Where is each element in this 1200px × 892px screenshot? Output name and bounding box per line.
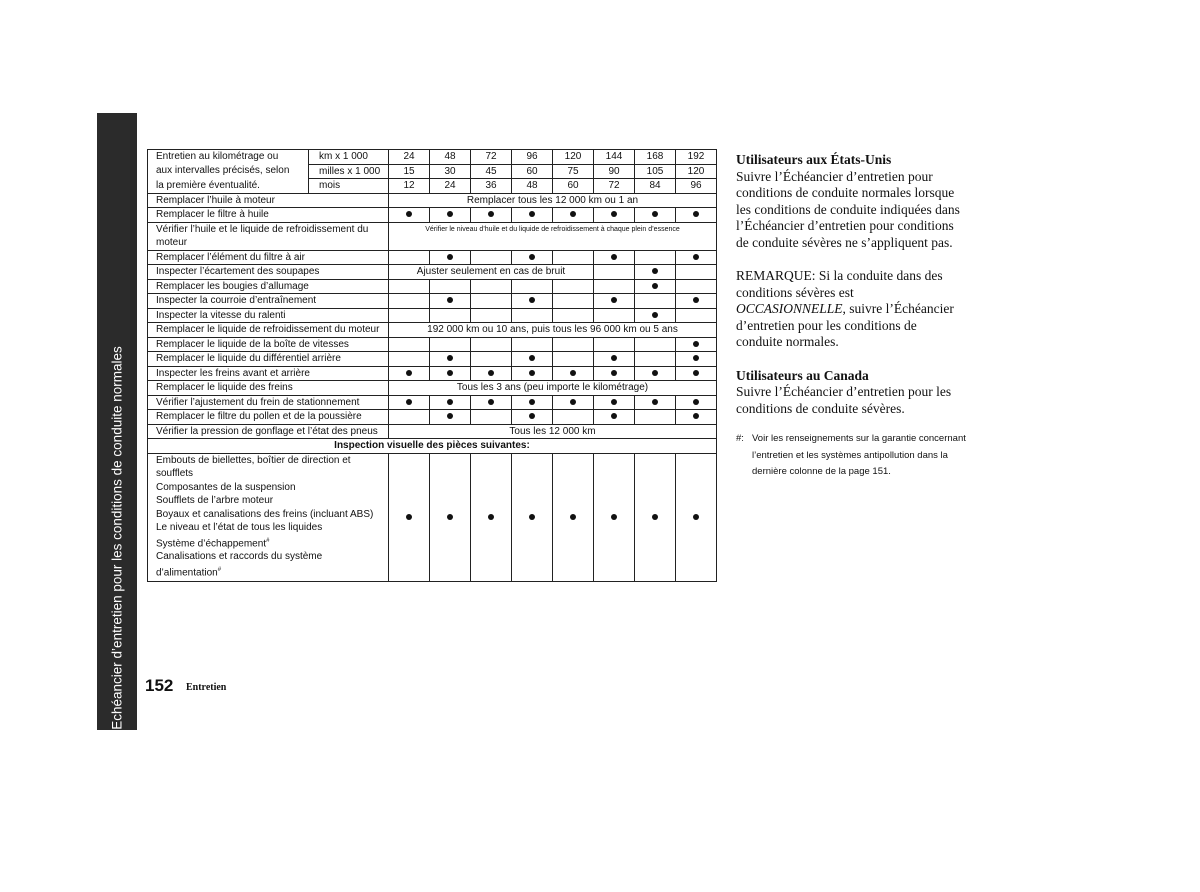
interval-cell xyxy=(676,352,717,367)
interval-cell xyxy=(512,366,553,381)
dot-marker xyxy=(406,399,412,405)
interval-cell xyxy=(594,366,635,381)
interval-cell xyxy=(553,250,594,265)
inspection-item xyxy=(156,535,380,551)
dot-marker xyxy=(570,399,576,405)
dot-marker xyxy=(652,312,658,318)
inspection-item-text: Canalisations et raccords du système d’alimentation xyxy=(156,551,323,579)
dot-marker xyxy=(406,211,412,217)
km-value: 96 xyxy=(512,150,553,165)
row-label: Remplacer le liquide du différentiel arrière xyxy=(148,352,389,367)
months-value: 24 xyxy=(430,179,471,194)
inspection-header: Inspection visuelle des pièces suivantes: xyxy=(148,439,717,454)
row-valves xyxy=(148,265,717,280)
interval-cell xyxy=(471,395,512,410)
header-unit-km: km x 1 000 xyxy=(309,150,389,165)
dot-marker xyxy=(488,399,494,405)
interval-cell xyxy=(553,352,594,367)
row-label: Inspecter la vitesse du ralenti xyxy=(148,308,389,323)
right-column xyxy=(736,152,966,481)
interval-cell xyxy=(594,208,635,223)
miles-value: 75 xyxy=(553,164,594,179)
interval-cell xyxy=(389,352,430,367)
header-unit-months: mois xyxy=(309,179,389,194)
interval-cell xyxy=(471,352,512,367)
row-label: Remplacer le filtre à huile xyxy=(148,208,389,223)
interval-cell xyxy=(676,279,717,294)
dot-marker xyxy=(693,370,699,376)
row-coolant xyxy=(148,323,717,338)
inspection-item-text: Système d’échappement xyxy=(156,537,267,549)
footnote-text: Voir les renseignements sur la garantie concernant l’entretien et les systèmes antipollution dans la dernière colonne de la page 151. xyxy=(752,433,966,477)
interval-cell xyxy=(430,208,471,223)
dot-marker xyxy=(529,370,535,376)
interval-cell xyxy=(389,395,430,410)
row-label: Inspecter la courroie d’entraînement xyxy=(148,294,389,309)
row-oil-filter xyxy=(148,208,717,223)
interval-cell xyxy=(594,265,635,280)
section-name: Entretien xyxy=(186,682,227,693)
km-value: 24 xyxy=(389,150,430,165)
interval-cell xyxy=(389,308,430,323)
interval-cell xyxy=(512,410,553,425)
interval-cell xyxy=(635,208,676,223)
dot-marker xyxy=(570,514,576,520)
miles-value: 45 xyxy=(471,164,512,179)
dot-marker xyxy=(693,341,699,347)
interval-cell xyxy=(553,395,594,410)
interval-cell xyxy=(430,366,471,381)
row-label: Vérifier la pression de gonflage et l’état des pneus xyxy=(148,424,389,439)
page-number: 152 xyxy=(145,676,174,695)
dot-marker xyxy=(406,370,412,376)
row-note: Tous les 3 ans (peu importe le kilométrage) xyxy=(389,381,717,396)
footnote-symbol: #: xyxy=(736,433,744,444)
row-label: Inspecter l’écartement des soupapes xyxy=(148,265,389,280)
dot-marker xyxy=(570,211,576,217)
interval-cell xyxy=(553,453,594,581)
row-tires xyxy=(148,424,717,439)
interval-cell xyxy=(635,410,676,425)
dot-marker xyxy=(447,514,453,520)
interval-cell xyxy=(553,294,594,309)
dot-marker xyxy=(488,211,494,217)
interval-cell xyxy=(471,337,512,352)
row-label: Remplacer les bougies d’allumage xyxy=(148,279,389,294)
interval-cell xyxy=(471,294,512,309)
canada-users-title: Utilisateurs au Canada xyxy=(736,367,869,383)
interval-cell xyxy=(430,395,471,410)
interval-cell xyxy=(676,395,717,410)
interval-cell xyxy=(389,279,430,294)
interval-cell xyxy=(635,395,676,410)
dot-marker xyxy=(611,211,617,217)
inspection-item: Boyaux et canalisations des freins (incluant ABS) xyxy=(156,508,374,520)
dot-marker xyxy=(652,399,658,405)
dot-marker xyxy=(447,399,453,405)
dot-marker xyxy=(652,283,658,289)
interval-cell xyxy=(594,250,635,265)
row-note: 192 000 km ou 10 ans, puis tous les 96 000 km ou 5 ans xyxy=(389,323,717,338)
interval-cell xyxy=(389,294,430,309)
dot-marker xyxy=(693,355,699,361)
interval-cell xyxy=(471,308,512,323)
interval-cell xyxy=(635,453,676,581)
row-inspection-items xyxy=(148,453,717,581)
months-value: 36 xyxy=(471,179,512,194)
row-label: Vérifier l’ajustement du frein de stationnement xyxy=(148,395,389,410)
interval-cell xyxy=(676,453,717,581)
miles-value: 15 xyxy=(389,164,430,179)
row-note: Ajuster seulement en cas de bruit xyxy=(389,265,594,280)
dot-marker xyxy=(652,514,658,520)
interval-cell xyxy=(471,250,512,265)
row-label: Remplacer l’huile à moteur xyxy=(148,193,389,208)
interval-cell xyxy=(389,250,430,265)
interval-cell xyxy=(635,366,676,381)
interval-cell xyxy=(676,265,717,280)
interval-cell xyxy=(471,410,512,425)
dot-marker xyxy=(570,370,576,376)
row-label: Remplacer le liquide de refroidissement du moteur xyxy=(148,323,389,338)
interval-cell xyxy=(635,250,676,265)
row-inspection-header xyxy=(148,439,717,454)
interval-cell xyxy=(512,279,553,294)
interval-cell xyxy=(512,453,553,581)
interval-cell xyxy=(553,366,594,381)
miles-value: 105 xyxy=(635,164,676,179)
row-label: Remplacer le liquide des freins xyxy=(148,381,389,396)
interval-cell xyxy=(471,279,512,294)
interval-cell xyxy=(594,337,635,352)
interval-cell xyxy=(430,410,471,425)
dot-marker xyxy=(611,399,617,405)
row-air-filter xyxy=(148,250,717,265)
row-check-fluids xyxy=(148,222,717,250)
interval-cell xyxy=(553,308,594,323)
canada-users-text: Suivre l’Échéancier d’entretien pour les conditions de conduite sévères. xyxy=(736,384,952,416)
km-value: 144 xyxy=(594,150,635,165)
footnote xyxy=(736,431,966,481)
row-note: Tous les 12 000 km xyxy=(389,424,717,439)
dot-marker xyxy=(529,254,535,260)
months-value: 72 xyxy=(594,179,635,194)
interval-cell xyxy=(594,294,635,309)
dot-marker xyxy=(447,355,453,361)
interval-cell xyxy=(430,250,471,265)
row-note: Vérifier le niveau d’huile et du liquide de refroidissement à chaque plein d’essence xyxy=(389,222,717,250)
interval-cell xyxy=(553,279,594,294)
interval-cell xyxy=(512,395,553,410)
interval-cell xyxy=(430,279,471,294)
interval-cell xyxy=(512,337,553,352)
interval-cell xyxy=(430,453,471,581)
interval-cell xyxy=(512,294,553,309)
row-label: Vérifier l’huile et le liquide de refroidissement du moteur xyxy=(148,222,389,250)
us-users-text: Suivre l’Échéancier d’entretien pour conditions de conduite normales lorsque les conditions de conduite indiquées dans l’Échéancier d’entretien pour conditions de conduite sévères ne s’appliquent pas. xyxy=(736,168,960,250)
interval-cell xyxy=(471,453,512,581)
interval-cell xyxy=(389,366,430,381)
dot-marker xyxy=(529,297,535,303)
header-row-months xyxy=(148,179,717,194)
dot-marker xyxy=(447,297,453,303)
interval-cell xyxy=(635,308,676,323)
header-label-line: la première éventualité. xyxy=(148,179,309,194)
row-note: Remplacer tous les 12 000 km ou 1 an xyxy=(389,193,717,208)
dot-marker xyxy=(529,355,535,361)
inspection-list xyxy=(148,453,389,581)
dot-marker xyxy=(447,370,453,376)
dot-marker xyxy=(611,355,617,361)
row-diff-fluid xyxy=(148,352,717,367)
km-value: 48 xyxy=(430,150,471,165)
interval-cell xyxy=(635,265,676,280)
interval-cell xyxy=(471,208,512,223)
remark-part: , suivre l’Échéancier d’entretien pour les conditions de conduite normales. xyxy=(736,301,954,349)
dot-marker xyxy=(652,370,658,376)
dot-marker xyxy=(652,211,658,217)
interval-cell xyxy=(389,337,430,352)
interval-cell xyxy=(594,395,635,410)
interval-cell xyxy=(635,279,676,294)
interval-cell xyxy=(512,308,553,323)
interval-cell xyxy=(594,352,635,367)
interval-cell xyxy=(430,294,471,309)
dot-marker xyxy=(611,413,617,419)
interval-cell xyxy=(512,352,553,367)
row-drive-belt xyxy=(148,294,717,309)
interval-cell xyxy=(553,208,594,223)
interval-cell xyxy=(430,308,471,323)
row-label: Remplacer le liquide de la boîte de vitesses xyxy=(148,337,389,352)
dot-marker xyxy=(488,514,494,520)
dot-marker xyxy=(693,399,699,405)
months-value: 60 xyxy=(553,179,594,194)
km-value: 168 xyxy=(635,150,676,165)
miles-value: 60 xyxy=(512,164,553,179)
maintenance-schedule-table xyxy=(147,149,717,582)
interval-cell xyxy=(635,294,676,309)
dot-marker xyxy=(447,413,453,419)
interval-cell xyxy=(553,410,594,425)
remark-text xyxy=(736,268,966,351)
inspection-item: Soufflets de l’arbre moteur xyxy=(156,495,274,506)
row-trans-fluid xyxy=(148,337,717,352)
dot-marker xyxy=(611,297,617,303)
dot-marker xyxy=(447,211,453,217)
interval-cell xyxy=(676,410,717,425)
dot-marker xyxy=(611,514,617,520)
remark-part: REMARQUE: Si la conduite dans des conditions sévères est xyxy=(736,268,943,300)
interval-cell xyxy=(389,208,430,223)
months-value: 48 xyxy=(512,179,553,194)
interval-cell xyxy=(430,352,471,367)
dot-marker xyxy=(406,514,412,520)
interval-cell xyxy=(676,208,717,223)
row-label: Remplacer le filtre du pollen et de la poussière xyxy=(148,410,389,425)
interval-cell xyxy=(594,308,635,323)
interval-cell xyxy=(676,308,717,323)
side-tab-title: Echéancier d’entretien pour les conditions de conduite normales xyxy=(109,346,125,730)
header-label-line: Entretien au kilométrage ou xyxy=(148,150,309,165)
km-value: 120 xyxy=(553,150,594,165)
inspection-item xyxy=(156,550,380,579)
months-value: 84 xyxy=(635,179,676,194)
miles-value: 120 xyxy=(676,164,717,179)
interval-cell xyxy=(430,337,471,352)
us-users-title: Utilisateurs aux États-Unis xyxy=(736,152,892,167)
dot-marker xyxy=(652,268,658,274)
interval-cell xyxy=(594,453,635,581)
dot-marker xyxy=(693,254,699,260)
dot-marker xyxy=(693,297,699,303)
dot-marker xyxy=(529,514,535,520)
interval-cell xyxy=(635,337,676,352)
row-brake-fluid xyxy=(148,381,717,396)
interval-cell xyxy=(594,279,635,294)
footnote-mark: # xyxy=(217,566,222,573)
interval-cell xyxy=(676,337,717,352)
row-pollen-filter xyxy=(148,410,717,425)
row-spark-plugs xyxy=(148,279,717,294)
dot-marker xyxy=(693,413,699,419)
row-label: Inspecter les freins avant et arrière xyxy=(148,366,389,381)
miles-value: 90 xyxy=(594,164,635,179)
inspection-item: Composantes de la suspension xyxy=(156,481,296,493)
months-value: 96 xyxy=(676,179,717,194)
km-value: 72 xyxy=(471,150,512,165)
header-row-miles xyxy=(148,164,717,179)
dot-marker xyxy=(693,211,699,217)
dot-marker xyxy=(611,254,617,260)
km-value: 192 xyxy=(676,150,717,165)
inspection-item: Le niveau et l’état de tous les liquides xyxy=(156,522,323,533)
interval-cell xyxy=(594,410,635,425)
footnote-mark: # xyxy=(266,537,270,544)
miles-value: 30 xyxy=(430,164,471,179)
inspection-item: Embouts de biellettes, boîtier de direction et soufflets xyxy=(156,454,351,479)
interval-cell xyxy=(389,453,430,581)
interval-cell xyxy=(512,208,553,223)
header-unit-miles: milles x 1 000 xyxy=(309,164,389,179)
dot-marker xyxy=(529,413,535,419)
interval-cell xyxy=(635,352,676,367)
row-brakes xyxy=(148,366,717,381)
row-parking-brake xyxy=(148,395,717,410)
interval-cell xyxy=(389,410,430,425)
header-row-km xyxy=(148,150,717,165)
dot-marker xyxy=(488,370,494,376)
remark-emphasis: OCCASIONNELLE xyxy=(736,301,843,316)
interval-cell xyxy=(676,250,717,265)
interval-cell xyxy=(471,366,512,381)
interval-cell xyxy=(553,337,594,352)
dot-marker xyxy=(529,399,535,405)
header-label-line: aux intervalles précisés, selon xyxy=(148,164,309,179)
interval-cell xyxy=(676,294,717,309)
row-idle xyxy=(148,308,717,323)
side-tab xyxy=(97,113,137,730)
row-oil xyxy=(148,193,717,208)
row-label: Remplacer l’élément du filtre à air xyxy=(148,250,389,265)
dot-marker xyxy=(447,254,453,260)
dot-marker xyxy=(529,211,535,217)
months-value: 12 xyxy=(389,179,430,194)
dot-marker xyxy=(693,514,699,520)
interval-cell xyxy=(676,366,717,381)
dot-marker xyxy=(611,370,617,376)
interval-cell xyxy=(512,250,553,265)
